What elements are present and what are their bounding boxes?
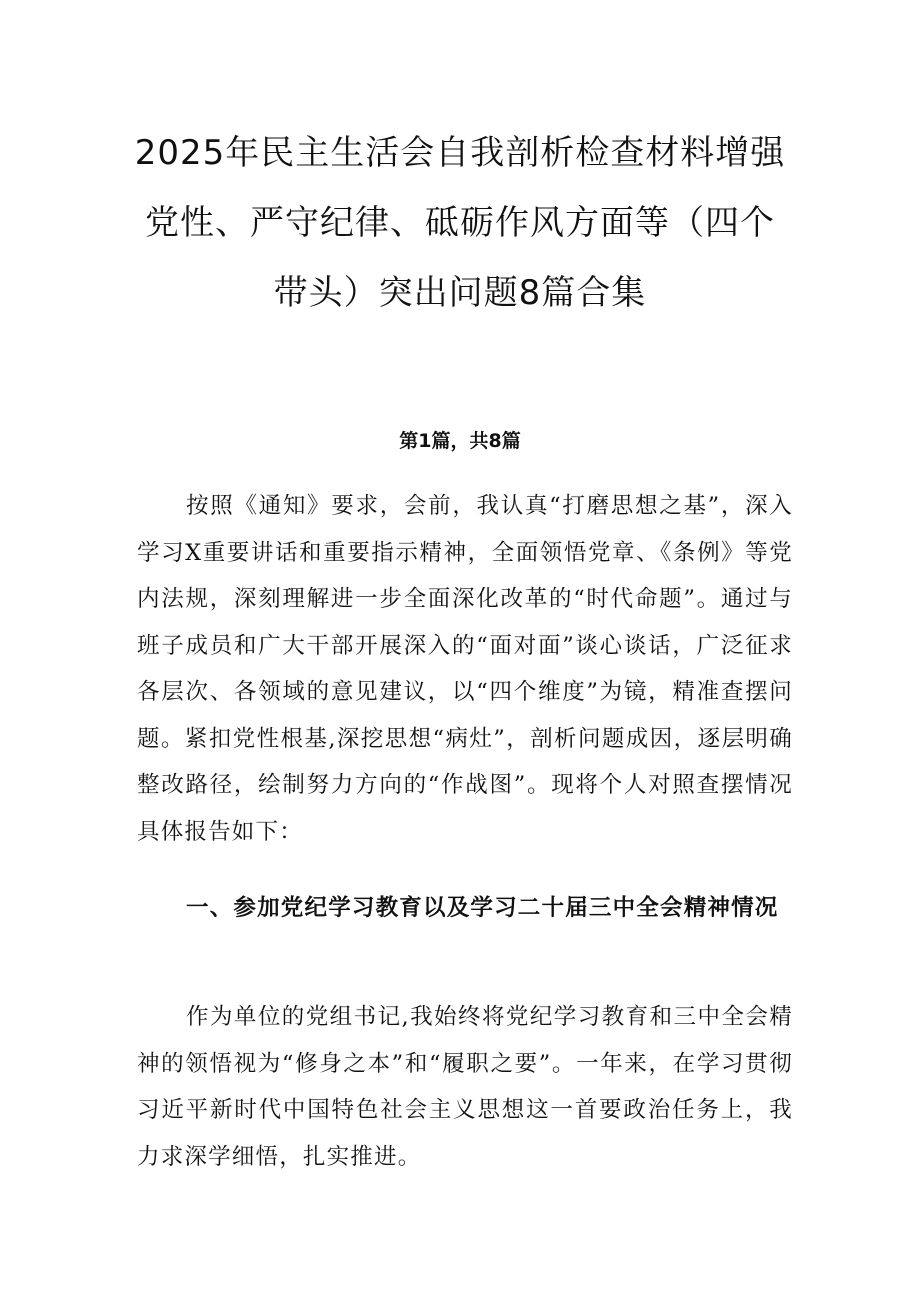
title-line-3: 带头）突出问题8篇合集 (273, 273, 647, 313)
section-heading: 一、参加党纪学习教育以及学习二十届三中全会精神情况 (186, 895, 779, 921)
section-paragraph: 作为单位的党组书记,我始终将党纪学习教育和三中全会精神的领悟视为“修身之本”和“履职之要”。一年来，在学习贯彻习近平新时代中国特色社会主义思想这一首要政治任务上，我力求深学细悟，扎实推进。 (137, 1004, 793, 1170)
intro-paragraph: 按照《通知》要求，会前，我认真“打磨思想之基”，深入学习X重要讲话和重要指示精神，全面领悟党章、《条例》等党内法规，深刻理解进一步全面深化改革的“时代命题”。通过与班子成员和广大干部开展深入的“面对面”谈心谈话，广泛征求各层次、各领域的意见建议，以“四个维度”为镜，精准查摆问题。紧扣党性根基,深挖思想“病灶”，剖析问题成因，逐层明确整改路径，绘制努力方向的“作战图”。现将个人对照查摆情况具体报告如下： (137, 493, 793, 845)
title-line-1: 2025年民主生活会自我剖析检查材料增强 (134, 133, 786, 173)
document-subtitle: 第1篇，共8篇 (399, 430, 521, 452)
title-line-2: 党性、严守纪律、砥砺作风方面等（四个 (145, 203, 775, 243)
document-title (120, 118, 800, 328)
